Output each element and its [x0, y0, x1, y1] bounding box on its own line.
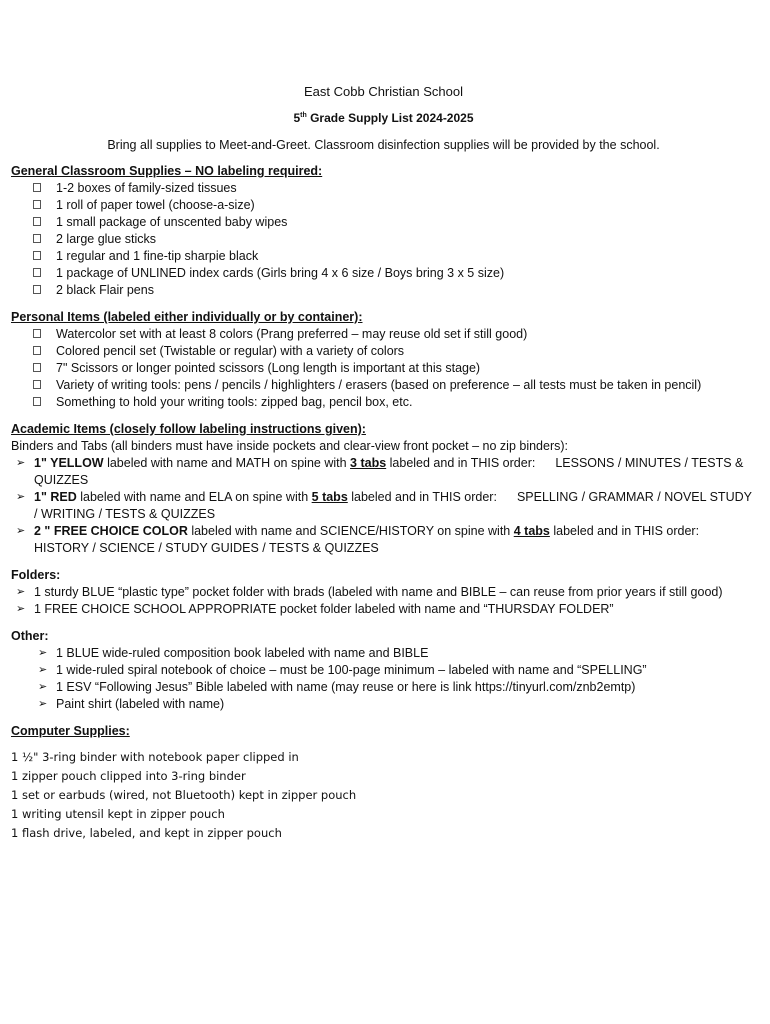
- binder-desc: labeled with name and MATH on spine with: [103, 456, 351, 470]
- list-item: [11, 455, 756, 489]
- checkbox-icon: [33, 397, 41, 406]
- item-text: 1 sturdy BLUE “plastic type” pocket folder with brads (labeled with name and BIBLE – can reuse from prior years if still good): [34, 585, 723, 599]
- tab-count: 5 tabs: [311, 490, 348, 504]
- arrow-bullet-icon: ➢: [16, 491, 26, 503]
- item-text: 1 regular and 1 fine-tip sharpie black: [56, 249, 259, 263]
- list-item: [11, 343, 756, 360]
- item-text: 1 ESV “Following Jesus” Bible labeled with name (may reuse or here is link https://tinyurl.com/znb2emtp): [56, 680, 636, 694]
- tab-order: LESSONS / MINUTES / TESTS & QUIZZES: [34, 456, 744, 487]
- checkbox-icon: [33, 268, 41, 277]
- arrow-bullet-icon: ➢: [38, 681, 48, 693]
- binder-order-label: labeled and in THIS order:: [386, 456, 536, 470]
- checkbox-icon: [33, 363, 41, 372]
- list-item: [11, 377, 756, 394]
- item-text: 2 large glue sticks: [56, 232, 157, 246]
- tab-order: HISTORY / SCIENCE / STUDY GUIDES / TESTS & QUIZZES: [34, 541, 379, 555]
- arrow-bullet-icon: ➢: [38, 647, 48, 659]
- grade-suffix: th: [300, 112, 307, 119]
- binder-size: 1" RED: [34, 490, 77, 504]
- folders-section: [11, 567, 756, 618]
- list-item: [11, 180, 756, 197]
- other-heading: Other:: [11, 629, 49, 643]
- item-text: 1 FREE CHOICE SCHOOL APPROPRIATE pocket folder labeled with name and “THURSDAY FOLDER”: [34, 602, 614, 616]
- item-text: 1 BLUE wide-ruled composition book labeled with name and BIBLE: [56, 646, 429, 660]
- binder-list: [11, 455, 756, 557]
- list-item: [11, 360, 756, 377]
- item-text: Watercolor set with at least 8 colors (Prang preferred – may reuse old set if still good): [56, 327, 528, 341]
- list-item: 1 set or earbuds (wired, not Bluetooth) kept in zipper pouch: [11, 788, 357, 802]
- bring-note: Bring all supplies to Meet-and-Greet. Classroom disinfection supplies will be provided by the school.: [107, 138, 660, 152]
- binder-size: 1" YELLOW: [34, 456, 104, 470]
- tab-count: 4 tabs: [513, 524, 550, 538]
- personal-heading: Personal Items (labeled either individually or by container):: [11, 310, 363, 324]
- list-item: 1 ½" 3-ring binder with notebook paper clipped in: [11, 750, 299, 764]
- arrow-bullet-icon: ➢: [16, 525, 26, 537]
- personal-list: [11, 326, 756, 411]
- item-text: 7" Scissors or longer pointed scissors (Long length is important at this stage): [56, 361, 481, 375]
- tab-order: SPELLING / GRAMMAR / NOVEL STUDY / WRITING / TESTS & QUIZZES: [34, 490, 752, 521]
- list-item: [11, 265, 756, 282]
- list-item: [11, 679, 756, 696]
- personal-section: [11, 309, 756, 411]
- general-heading: General Classroom Supplies – NO labeling required:: [11, 164, 323, 178]
- item-text: 1 package of UNLINED index cards (Girls bring 4 x 6 size / Boys bring 3 x 5 size): [56, 266, 505, 280]
- binder-desc: labeled with name and SCIENCE/HISTORY on spine with: [187, 524, 514, 538]
- folders-heading: Folders:: [11, 568, 61, 582]
- grade-number: 5: [293, 111, 301, 125]
- list-item: [11, 282, 756, 299]
- list-item: [11, 601, 756, 618]
- item-text: Something to hold your writing tools: zipped bag, pencil box, etc.: [56, 395, 413, 409]
- list-item: [11, 662, 756, 679]
- school-name: East Cobb Christian School: [304, 84, 463, 99]
- arrow-bullet-icon: ➢: [16, 603, 26, 615]
- item-text: 1 small package of unscented baby wipes: [56, 215, 288, 229]
- checkbox-icon: [33, 217, 41, 226]
- binders-intro: Binders and Tabs (all binders must have inside pockets and clear-view front pocket – no zip binders):: [11, 439, 569, 453]
- binder-order-label: labeled and in THIS order:: [347, 490, 497, 504]
- general-list: [11, 180, 756, 299]
- checkbox-icon: [33, 329, 41, 338]
- item-text: Colored pencil set (Twistable or regular) with a variety of colors: [56, 344, 405, 358]
- other-list: [11, 645, 756, 713]
- checkbox-icon: [33, 285, 41, 294]
- general-section: [11, 163, 756, 299]
- arrow-bullet-icon: ➢: [38, 698, 48, 710]
- academic-heading: Academic Items (closely follow labeling instructions given):: [11, 422, 366, 436]
- checkbox-icon: [33, 183, 41, 192]
- item-text: 1 wide-ruled spiral notebook of choice – must be 100-page minimum – labeled with name and “SPELLING”: [56, 663, 647, 677]
- list-item: [11, 696, 756, 713]
- academic-section: [11, 421, 756, 557]
- item-text: 2 black Flair pens: [56, 283, 154, 297]
- list-item: [11, 489, 756, 523]
- item-text: Variety of writing tools: pens / pencils / highlighters / erasers (based on preference – all tests must be taken in pencil): [56, 378, 702, 392]
- list-item: [11, 584, 756, 601]
- checkbox-icon: [33, 380, 41, 389]
- list-item: [11, 248, 756, 265]
- binder-desc: labeled with name and ELA on spine with: [76, 490, 312, 504]
- folders-list: [11, 584, 756, 618]
- checkbox-icon: [33, 200, 41, 209]
- list-item: [11, 326, 756, 343]
- item-text: Paint shirt (labeled with name): [56, 697, 225, 711]
- list-item: 1 writing utensil kept in zipper pouch: [11, 807, 225, 821]
- tab-count: 3 tabs: [350, 456, 387, 470]
- arrow-bullet-icon: ➢: [16, 457, 26, 469]
- list-item: [11, 197, 756, 214]
- checkbox-icon: [33, 251, 41, 260]
- arrow-bullet-icon: ➢: [16, 586, 26, 598]
- computer-list: [11, 748, 756, 843]
- list-title: [11, 110, 756, 127]
- title-rest: Grade Supply List 2024-2025: [306, 111, 474, 125]
- other-section: [11, 628, 756, 713]
- list-item: 1 flash drive, labeled, and kept in zipper pouch: [11, 826, 282, 840]
- item-text: 1 roll of paper towel (choose-a-size): [56, 198, 255, 212]
- checkbox-icon: [33, 346, 41, 355]
- binder-order-label: labeled and in THIS order:: [549, 524, 700, 538]
- arrow-bullet-icon: ➢: [38, 664, 48, 676]
- list-item: 1 zipper pouch clipped into 3-ring binder: [11, 769, 246, 783]
- computer-section: [11, 723, 756, 843]
- computer-heading: Computer Supplies:: [11, 724, 130, 738]
- list-item: [11, 394, 756, 411]
- list-item: [11, 645, 756, 662]
- binder-size: 2 " FREE CHOICE COLOR: [34, 524, 188, 538]
- list-item: [11, 523, 756, 557]
- list-item: [11, 214, 756, 231]
- list-item: [11, 231, 756, 248]
- checkbox-icon: [33, 234, 41, 243]
- item-text: 1-2 boxes of family-sized tissues: [56, 181, 237, 195]
